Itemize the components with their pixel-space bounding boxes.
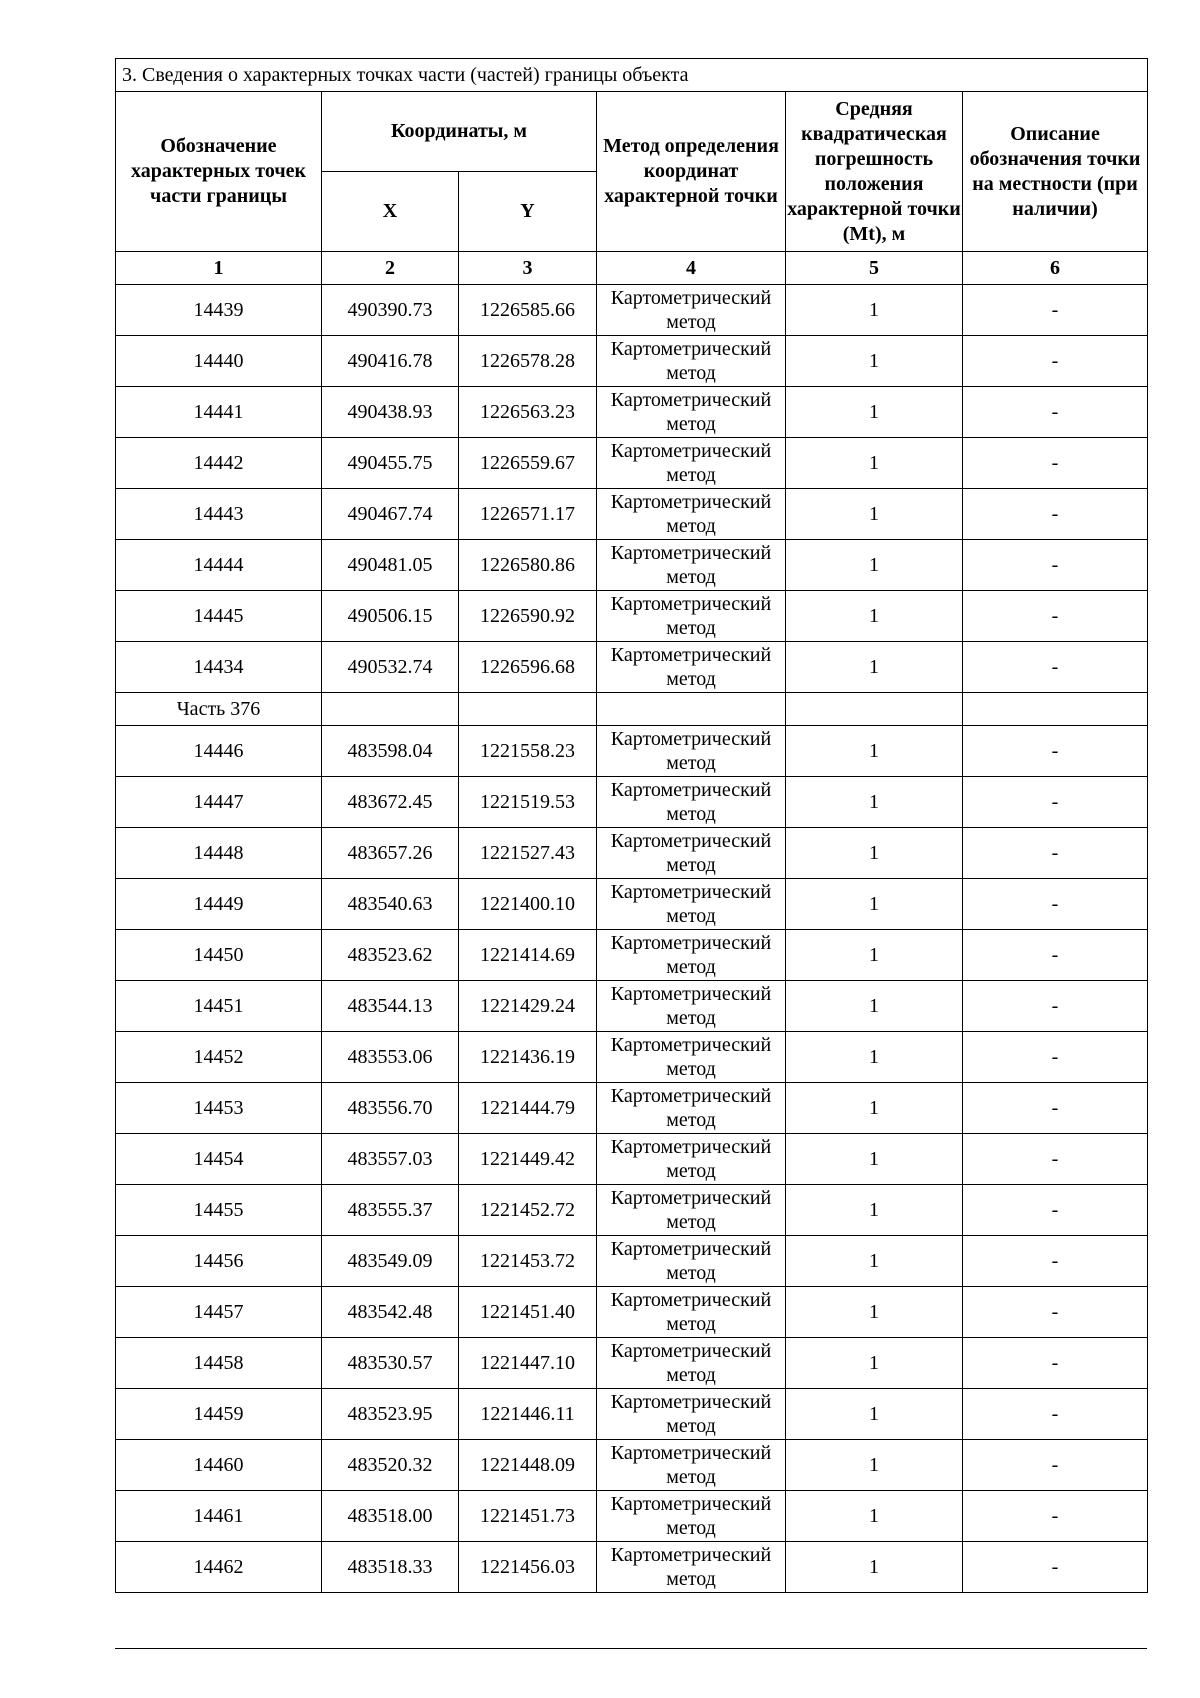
point-id-cell: 14455 bbox=[116, 1185, 322, 1236]
table-row bbox=[116, 489, 1148, 540]
x-coordinate-cell: 483672.45 bbox=[322, 777, 459, 828]
point-id-cell: 14448 bbox=[116, 828, 322, 879]
method-cell: Картометрический метод bbox=[597, 981, 786, 1032]
table-row bbox=[116, 336, 1148, 387]
description-cell: - bbox=[963, 930, 1148, 981]
table-row bbox=[116, 1185, 1148, 1236]
mt-error-cell: 1 bbox=[786, 1236, 963, 1287]
method-cell: Картометрический метод bbox=[597, 828, 786, 879]
mt-error-cell: 1 bbox=[786, 726, 963, 777]
table-row bbox=[116, 387, 1148, 438]
mt-error-cell: 1 bbox=[786, 438, 963, 489]
column-number: 6 bbox=[963, 252, 1148, 285]
point-id-cell: 14442 bbox=[116, 438, 322, 489]
method-cell: Картометрический метод bbox=[597, 1338, 786, 1389]
x-coordinate-cell: 483523.95 bbox=[322, 1389, 459, 1440]
header-coordinates: Координаты, м bbox=[322, 92, 597, 172]
point-id-cell: 14456 bbox=[116, 1236, 322, 1287]
method-cell: Картометрический метод bbox=[597, 336, 786, 387]
table-row bbox=[116, 879, 1148, 930]
method-cell: Картометрический метод bbox=[597, 1542, 786, 1593]
column-number: 5 bbox=[786, 252, 963, 285]
mt-error-cell: 1 bbox=[786, 1389, 963, 1440]
description-cell: - bbox=[963, 1032, 1148, 1083]
method-cell: Картометрический метод bbox=[597, 1287, 786, 1338]
description-cell: - bbox=[963, 387, 1148, 438]
x-coordinate-cell: 483523.62 bbox=[322, 930, 459, 981]
mt-error-cell: 1 bbox=[786, 489, 963, 540]
x-coordinate-cell: 483542.48 bbox=[322, 1287, 459, 1338]
table-row bbox=[116, 930, 1148, 981]
column-number-row bbox=[116, 252, 1148, 285]
mt-error-cell: 1 bbox=[786, 1440, 963, 1491]
method-cell: Картометрический метод bbox=[597, 540, 786, 591]
point-id-cell: 14461 bbox=[116, 1491, 322, 1542]
table-row bbox=[116, 828, 1148, 879]
y-coordinate-cell: 1226596.68 bbox=[459, 642, 597, 693]
description-cell: - bbox=[963, 1491, 1148, 1542]
section-title-row bbox=[116, 59, 1148, 92]
mt-error-cell: 1 bbox=[786, 1338, 963, 1389]
table-row bbox=[116, 1338, 1148, 1389]
x-coordinate-cell: 483530.57 bbox=[322, 1338, 459, 1389]
y-coordinate-cell: 1221527.43 bbox=[459, 828, 597, 879]
point-id-cell: 14441 bbox=[116, 387, 322, 438]
y-coordinate-cell: 1226559.67 bbox=[459, 438, 597, 489]
mt-error-cell: 1 bbox=[786, 1083, 963, 1134]
y-coordinate-cell: 1226563.23 bbox=[459, 387, 597, 438]
y-coordinate-cell: 1221414.69 bbox=[459, 930, 597, 981]
y-coordinate-cell: 1221436.19 bbox=[459, 1032, 597, 1083]
point-id-cell: 14444 bbox=[116, 540, 322, 591]
empty-cell bbox=[597, 693, 786, 726]
y-coordinate-cell: 1221451.73 bbox=[459, 1491, 597, 1542]
y-coordinate-cell: 1226585.66 bbox=[459, 285, 597, 336]
method-cell: Картометрический метод bbox=[597, 1491, 786, 1542]
point-id-cell: 14457 bbox=[116, 1287, 322, 1338]
column-number: 1 bbox=[116, 252, 322, 285]
x-coordinate-cell: 490438.93 bbox=[322, 387, 459, 438]
method-cell: Картометрический метод bbox=[597, 1083, 786, 1134]
method-cell: Картометрический метод bbox=[597, 1236, 786, 1287]
method-cell: Картометрический метод bbox=[597, 591, 786, 642]
x-coordinate-cell: 483553.06 bbox=[322, 1032, 459, 1083]
method-cell: Картометрический метод bbox=[597, 777, 786, 828]
description-cell: - bbox=[963, 438, 1148, 489]
description-cell: - bbox=[963, 726, 1148, 777]
header-error: Средняя квадратическая погрешность положения характерной точки (Mt), м bbox=[786, 92, 963, 252]
table-row bbox=[116, 1440, 1148, 1491]
method-cell: Картометрический метод bbox=[597, 1440, 786, 1491]
empty-cell bbox=[322, 693, 459, 726]
description-cell: - bbox=[963, 1338, 1148, 1389]
y-coordinate-cell: 1226590.92 bbox=[459, 591, 597, 642]
mt-error-cell: 1 bbox=[786, 981, 963, 1032]
table-row bbox=[116, 540, 1148, 591]
point-id-cell: 14447 bbox=[116, 777, 322, 828]
table-row bbox=[116, 1491, 1148, 1542]
empty-cell bbox=[963, 693, 1148, 726]
part-label-row bbox=[116, 693, 1148, 726]
mt-error-cell: 1 bbox=[786, 642, 963, 693]
y-coordinate-cell: 1221451.40 bbox=[459, 1287, 597, 1338]
point-id-cell: 14439 bbox=[116, 285, 322, 336]
point-id-cell: 14452 bbox=[116, 1032, 322, 1083]
method-cell: Картометрический метод bbox=[597, 489, 786, 540]
header-designation: Обозначение характерных точек части границы bbox=[116, 92, 322, 252]
table-row bbox=[116, 777, 1148, 828]
mt-error-cell: 1 bbox=[786, 387, 963, 438]
point-id-cell: 14459 bbox=[116, 1389, 322, 1440]
x-coordinate-cell: 483520.32 bbox=[322, 1440, 459, 1491]
table-row bbox=[116, 438, 1148, 489]
x-coordinate-cell: 483518.00 bbox=[322, 1491, 459, 1542]
x-coordinate-cell: 483544.13 bbox=[322, 981, 459, 1032]
method-cell: Картометрический метод bbox=[597, 879, 786, 930]
description-cell: - bbox=[963, 1440, 1148, 1491]
mt-error-cell: 1 bbox=[786, 930, 963, 981]
description-cell: - bbox=[963, 828, 1148, 879]
table-row bbox=[116, 1287, 1148, 1338]
point-id-cell: 14440 bbox=[116, 336, 322, 387]
description-cell: - bbox=[963, 1542, 1148, 1593]
method-cell: Картометрический метод bbox=[597, 726, 786, 777]
method-cell: Картометрический метод bbox=[597, 1134, 786, 1185]
table-row bbox=[116, 285, 1148, 336]
empty-cell bbox=[459, 693, 597, 726]
point-id-cell: 14449 bbox=[116, 879, 322, 930]
method-cell: Картометрический метод bbox=[597, 285, 786, 336]
method-cell: Картометрический метод bbox=[597, 1185, 786, 1236]
description-cell: - bbox=[963, 1287, 1148, 1338]
point-id-cell: 14446 bbox=[116, 726, 322, 777]
description-cell: - bbox=[963, 336, 1148, 387]
x-coordinate-cell: 483556.70 bbox=[322, 1083, 459, 1134]
y-coordinate-cell: 1221448.09 bbox=[459, 1440, 597, 1491]
x-coordinate-cell: 483657.26 bbox=[322, 828, 459, 879]
mt-error-cell: 1 bbox=[786, 1134, 963, 1185]
x-coordinate-cell: 483555.37 bbox=[322, 1185, 459, 1236]
mt-error-cell: 1 bbox=[786, 1185, 963, 1236]
mt-error-cell: 1 bbox=[786, 591, 963, 642]
mt-error-cell: 1 bbox=[786, 828, 963, 879]
point-id-cell: 14458 bbox=[116, 1338, 322, 1389]
y-coordinate-cell: 1226571.17 bbox=[459, 489, 597, 540]
document-page bbox=[115, 58, 1147, 1593]
description-cell: - bbox=[963, 1134, 1148, 1185]
mt-error-cell: 1 bbox=[786, 1542, 963, 1593]
description-cell: - bbox=[963, 591, 1148, 642]
method-cell: Картометрический метод bbox=[597, 1032, 786, 1083]
column-number: 4 bbox=[597, 252, 786, 285]
method-cell: Картометрический метод bbox=[597, 1389, 786, 1440]
header-x: X bbox=[322, 172, 459, 252]
mt-error-cell: 1 bbox=[786, 336, 963, 387]
point-id-cell: 14454 bbox=[116, 1134, 322, 1185]
x-coordinate-cell: 490481.05 bbox=[322, 540, 459, 591]
table-row bbox=[116, 1134, 1148, 1185]
table-row bbox=[116, 642, 1148, 693]
mt-error-cell: 1 bbox=[786, 777, 963, 828]
description-cell: - bbox=[963, 642, 1148, 693]
empty-cell bbox=[786, 693, 963, 726]
point-id-cell: 14451 bbox=[116, 981, 322, 1032]
x-coordinate-cell: 490506.15 bbox=[322, 591, 459, 642]
y-coordinate-cell: 1221452.72 bbox=[459, 1185, 597, 1236]
table-row bbox=[116, 1542, 1148, 1593]
table-row bbox=[116, 1389, 1148, 1440]
mt-error-cell: 1 bbox=[786, 1032, 963, 1083]
x-coordinate-cell: 490455.75 bbox=[322, 438, 459, 489]
point-id-cell: 14453 bbox=[116, 1083, 322, 1134]
table-row bbox=[116, 1236, 1148, 1287]
header-y: Y bbox=[459, 172, 597, 252]
x-coordinate-cell: 483598.04 bbox=[322, 726, 459, 777]
table-row bbox=[116, 981, 1148, 1032]
description-cell: - bbox=[963, 1389, 1148, 1440]
y-coordinate-cell: 1221456.03 bbox=[459, 1542, 597, 1593]
description-cell: - bbox=[963, 1236, 1148, 1287]
column-number: 2 bbox=[322, 252, 459, 285]
x-coordinate-cell: 490532.74 bbox=[322, 642, 459, 693]
table-row bbox=[116, 1032, 1148, 1083]
y-coordinate-cell: 1221447.10 bbox=[459, 1338, 597, 1389]
x-coordinate-cell: 490390.73 bbox=[322, 285, 459, 336]
x-coordinate-cell: 483540.63 bbox=[322, 879, 459, 930]
header-description: Описание обозначения точки на местности (при наличии) bbox=[963, 92, 1148, 252]
y-coordinate-cell: 1221429.24 bbox=[459, 981, 597, 1032]
description-cell: - bbox=[963, 777, 1148, 828]
method-cell: Картометрический метод bbox=[597, 642, 786, 693]
description-cell: - bbox=[963, 540, 1148, 591]
x-coordinate-cell: 490467.74 bbox=[322, 489, 459, 540]
table-row bbox=[116, 591, 1148, 642]
x-coordinate-cell: 490416.78 bbox=[322, 336, 459, 387]
part-label: Часть 376 bbox=[116, 693, 322, 726]
mt-error-cell: 1 bbox=[786, 1287, 963, 1338]
y-coordinate-cell: 1221519.53 bbox=[459, 777, 597, 828]
mt-error-cell: 1 bbox=[786, 1491, 963, 1542]
point-id-cell: 14434 bbox=[116, 642, 322, 693]
column-number: 3 bbox=[459, 252, 597, 285]
method-cell: Картометрический метод bbox=[597, 930, 786, 981]
y-coordinate-cell: 1226580.86 bbox=[459, 540, 597, 591]
method-cell: Картометрический метод bbox=[597, 438, 786, 489]
mt-error-cell: 1 bbox=[786, 540, 963, 591]
header-row-1 bbox=[116, 92, 1148, 172]
y-coordinate-cell: 1221449.42 bbox=[459, 1134, 597, 1185]
description-cell: - bbox=[963, 981, 1148, 1032]
y-coordinate-cell: 1221400.10 bbox=[459, 879, 597, 930]
point-id-cell: 14445 bbox=[116, 591, 322, 642]
x-coordinate-cell: 483557.03 bbox=[322, 1134, 459, 1185]
description-cell: - bbox=[963, 1185, 1148, 1236]
x-coordinate-cell: 483518.33 bbox=[322, 1542, 459, 1593]
y-coordinate-cell: 1221453.72 bbox=[459, 1236, 597, 1287]
point-id-cell: 14443 bbox=[116, 489, 322, 540]
boundary-points-table bbox=[115, 58, 1148, 1593]
description-cell: - bbox=[963, 285, 1148, 336]
header-method: Метод определения координат характерной точки bbox=[597, 92, 786, 252]
y-coordinate-cell: 1221444.79 bbox=[459, 1083, 597, 1134]
section-title: 3. Сведения о характерных точках части (частей) границы объекта bbox=[116, 59, 1148, 92]
table-row bbox=[116, 726, 1148, 777]
y-coordinate-cell: 1221558.23 bbox=[459, 726, 597, 777]
y-coordinate-cell: 1226578.28 bbox=[459, 336, 597, 387]
description-cell: - bbox=[963, 879, 1148, 930]
x-coordinate-cell: 483549.09 bbox=[322, 1236, 459, 1287]
mt-error-cell: 1 bbox=[786, 285, 963, 336]
description-cell: - bbox=[963, 1083, 1148, 1134]
description-cell: - bbox=[963, 489, 1148, 540]
mt-error-cell: 1 bbox=[786, 879, 963, 930]
footer-rule bbox=[115, 1648, 1147, 1649]
point-id-cell: 14462 bbox=[116, 1542, 322, 1593]
y-coordinate-cell: 1221446.11 bbox=[459, 1389, 597, 1440]
point-id-cell: 14450 bbox=[116, 930, 322, 981]
point-id-cell: 14460 bbox=[116, 1440, 322, 1491]
table-row bbox=[116, 1083, 1148, 1134]
method-cell: Картометрический метод bbox=[597, 387, 786, 438]
